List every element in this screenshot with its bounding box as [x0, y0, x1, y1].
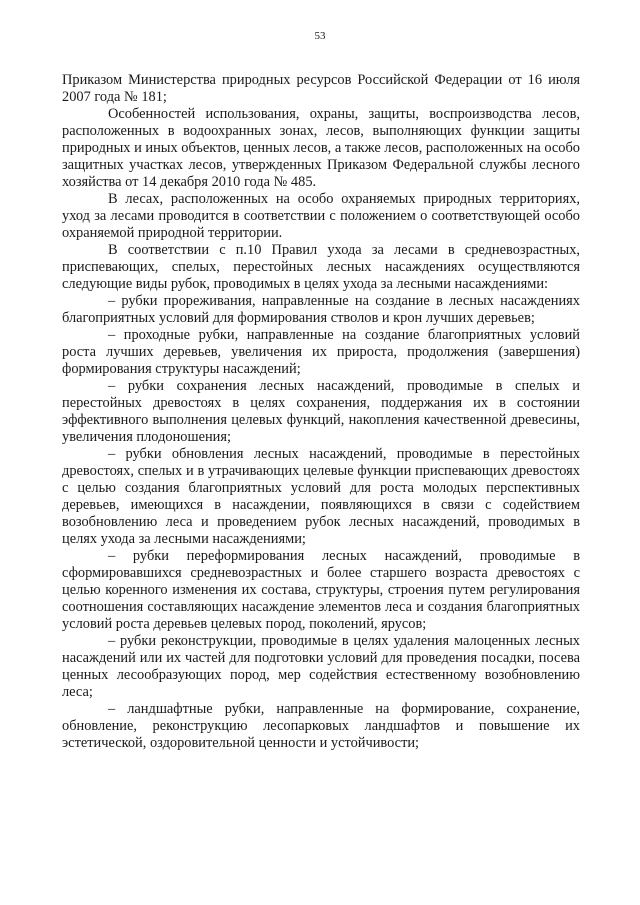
paragraph: В соответствии с п.10 Правил ухода за лесами в средневозрастных, приспевающих, спелых, перестойных лесных насаждениях осуществляются следующие виды рубок, проводимых в целях ухода за лесными насаждениями:: [62, 242, 580, 292]
list-item: – рубки переформирования лесных насаждений, проводимые в сформировавшихся средневозрастных и более старшего возраста древостоях с целью коренного изменения их состава, структуры, строения путем регулирования соотношения составляющих насаждение элементов леса и создания благоприятных условий роста деревьев целевых пород, поколений, ярусов;: [62, 548, 580, 632]
list-item: – проходные рубки, направленные на создание благоприятных условий роста лучших деревьев, увеличения их прироста, продолжения (завершения) формирования структуры насаждений;: [62, 327, 580, 377]
list-item: – рубки прореживания, направленные на создание в лесных насаждениях благоприятных условий для формирования стволов и крон лучших деревьев;: [62, 293, 580, 326]
list-item: – рубки реконструкции, проводимые в целях удаления малоценных лесных насаждений или их частей для подготовки условий для проведения посадки, посева ценных лесообразующих пород, мер содействия естественному возобновлению леса;: [62, 633, 580, 700]
paragraph: Приказом Министерства природных ресурсов Российской Федерации от 16 июля 2007 года № 181;: [62, 72, 580, 105]
paragraph: В лесах, расположенных на особо охраняемых природных территориях, уход за лесами проводится в соответствии с положением о соответствующей особо охраняемой природной территории.: [62, 191, 580, 241]
list-item: – ландшафтные рубки, направленные на формирование, сохранение, обновление, реконструкцию лесопарковых ландшафтов и повышение их эстетической, оздоровительной ценности и устойчивости;: [62, 701, 580, 751]
page-number: 53: [314, 30, 326, 42]
document-body: [62, 72, 580, 752]
paragraph: Особенностей использования, охраны, защиты, воспроизводства лесов, расположенных в водоохранных зонах, лесов, выполняющих функции защиты природных и иных объектов, ценных лесов, а также лесов, расположенных на особо защитных участках лесов, утвержденных Приказом Федеральной службы лесного хозяйства от 14 декабря 2010 года № 485.: [62, 106, 580, 190]
list-item: – рубки обновления лесных насаждений, проводимые в перестойных древостоях, спелых и в утрачивающих целевые функции приспевающих древостоях с целью создания благоприятных условий для роста молодых перспективных деревьев, имеющихся в насаждении, появляющихся в связи с содействием возобновлению леса и проведением рубок лесных насаждений, проводимых в целях ухода за лесными насаждениями;: [62, 446, 580, 547]
list-item: – рубки сохранения лесных насаждений, проводимые в спелых и перестойных древостоях в целях сохранения, поддержания их в состоянии эффективного выполнения целевых функций, накопления качественной древесины, увеличения плодоношения;: [62, 378, 580, 445]
